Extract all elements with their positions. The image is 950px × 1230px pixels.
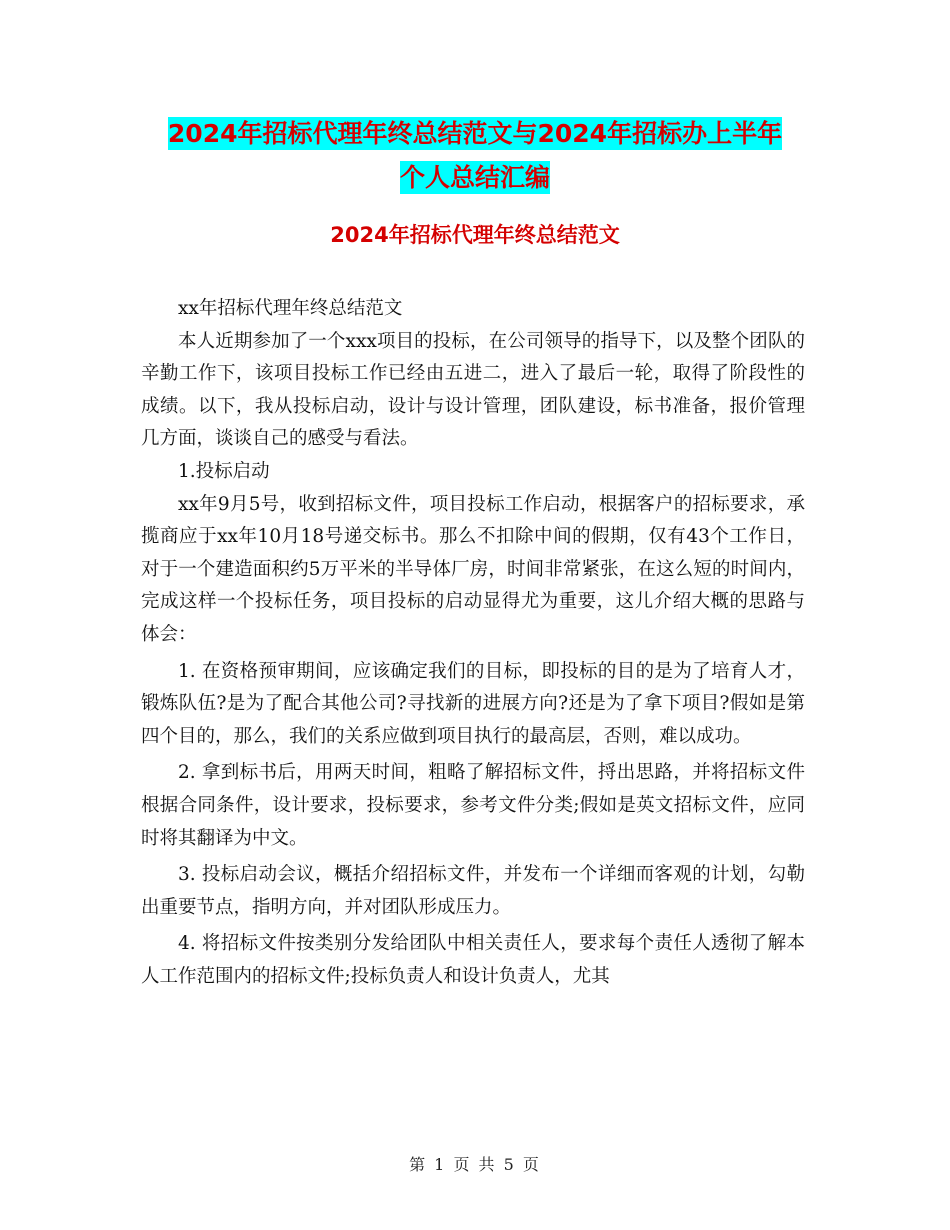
paragraph: 2. 拿到标书后，用两天时间，粗略了解招标文件，捋出思路，并将招标文件根据合同条件，设计要求，投标要求，参考文件分类;假如是英文招标文件，应同时将其翻译为中文。 bbox=[141, 762, 805, 849]
page-number-footer: 第 1 页 共 5 页 bbox=[409, 1155, 541, 1174]
paragraph: xx年9月5号，收到招标文件，项目投标工作启动，根据客户的招标要求，承揽商应于xx年10月18号递交标书。那么不扣除中间的假期，仅有43个工作日，对于一个建造面积约5万平米的半导体厂房，时间非常紧张，在这么短的时间内，完成这样一个投标任务，项目投标的启动显得尤为重要，这儿介绍大概的思路与体会： bbox=[141, 493, 805, 645]
paragraph: 本人近期参加了一个xxx项目的投标，在公司领导的指导下，以及整个团队的辛勤工作下，该项目投标工作已经由五进二，进入了最后一轮，取得了阶段性的成绩。以下，我从投标启动，设计与设计管理，团队建设，标书准备，报价管理几方面，谈谈自己的感受与看法。 bbox=[141, 330, 805, 450]
paragraph: 1.投标启动 bbox=[178, 460, 270, 482]
paragraph: 4. 将招标文件按类别分发给团队中相关责任人，要求每个责任人透彻了解本人工作范围内的招标文件;投标负责人和设计负责人，尤其 bbox=[141, 933, 805, 987]
paragraph: 1. 在资格预审期间，应该确定我们的目标，即投标的目的是为了培育人才，锻炼队伍?是为了配合其他公司?寻找新的进展方向?还是为了拿下项目?假如是第四个目的，那么，我们的关系应做到项目执行的最高层，否则，难以成功。 bbox=[141, 660, 805, 747]
document-title-line-1: 2024年招标代理年终总结范文与2024年招标办上半年 bbox=[167, 119, 783, 148]
document-title-line-2: 个人总结汇编 bbox=[399, 163, 550, 192]
document-title bbox=[0, 112, 950, 200]
paragraph: xx年招标代理年终总结范文 bbox=[178, 298, 403, 319]
document-body bbox=[141, 293, 805, 993]
paragraph: 3. 投标启动会议，概括介绍招标文件，并发布一个详细而客观的计划，勾勒出重要节点，指明方向，并对团队形成压力。 bbox=[141, 864, 805, 918]
section-title: 2024年招标代理年终总结范文 bbox=[330, 223, 620, 247]
